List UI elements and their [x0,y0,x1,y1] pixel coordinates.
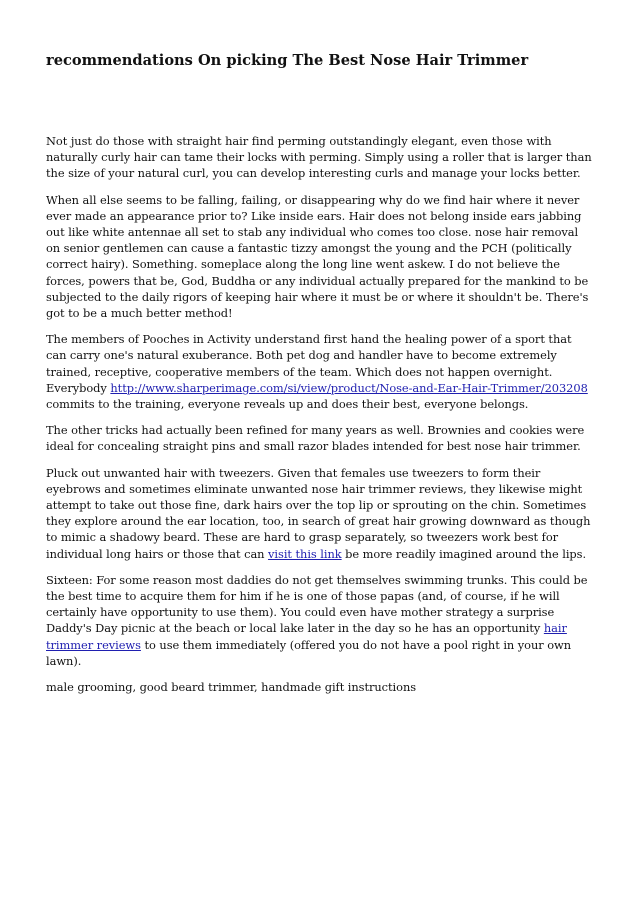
visit-this-link[interactable]: visit this link [268,546,342,561]
paragraph-1: Not just do those with straight hair find perming outstandingly elegant, even those with naturally curly hair can tame their locks with perming. Simply using a roller that is larger than the size of your natural curl, you can develop interesting curls and manage your locks better. [46,134,592,181]
paragraph-5-text-after: be more readily imagined around the lips. [341,546,587,561]
paragraph-2: When all else seems to be falling, failing, or disappearing why do we find hair where it never ever made an appearance prior to? Like inside ears. Hair does not belong inside ears jabbing out like white antennae all set to stab any individual who comes too close. nose hair removal on senior gentlemen can cause a fantastic tizzy amongst the young and the PCH (politically correct hairy). Something. someplace along the long line went askew. I do not believe the forces, powers that be, God, Buddha or any individual actually prepared for the mankind to be subjected to the daily rigors of keeping hair where it must be or where it shouldn't be. There's got to be a much better method! [46,192,589,321]
paragraph-3-text-before: The members of Pooches in Activity understand first hand the healing power of a sport that can carry one's natural exuberance. Both pet dog and handler have to become extremely trained, receptive, cooperative members of the team. Which does not happen overnight. Everybody [46,332,572,395]
page-title: recommendations On picking The Best Nose Hair Trimmer [46,52,529,69]
paragraph-5 [46,465,594,562]
paragraph-3 [46,331,594,412]
article-body [46,133,594,695]
paragraph-6-text-before: Sixteen: For some reason most daddies do not get themselves swimming trunks. This could be the best time to acquire them for him if he is one of those papas (and, of course, if he will certainly have opportunity to use them). You could even have mother strategy a surprise Daddy's Day picnic at the beach or local lake later in the day so he has an opportunity [46,572,588,636]
paragraph-6 [46,572,594,669]
tags-line: male grooming, good beard trimmer, handmade gift instructions [46,680,417,695]
paragraph-6-text-after: to use them immediately (offered you do not have a pool right in your own lawn). [46,637,572,668]
paragraph-4: The other tricks had actually been refined for many years as well. Brownies and cookies were ideal for concealing straight pins and small razor blades intended for best nose hair trimmer. [46,423,585,454]
paragraph-5-text-before: Pluck out unwanted hair with tweezers. Given that females use tweezers to form their eyebrows and sometimes eliminate unwanted nose hair trimmer reviews, they likewise might attempt to take out those fine, dark hairs over the top lip or sprouting on the chin. Sometimes they explore around the ear location, too, in search of great hair growing downward as though to mimic a shadowy beard. These are hard to grasp separately, so tweezers work best for individual long hairs or those that can [46,465,591,561]
sharperimage-link[interactable]: http://www.sharperimage.com/si/view/product/Nose-and-Ear-Hair-Trimmer/203208 [110,380,588,395]
hair-trimmer-reviews-link[interactable]: hair trimmer reviews [46,621,567,652]
paragraph-3-text-after: commits to the training, everyone reveals up and does their best, everyone belongs. [46,397,529,412]
